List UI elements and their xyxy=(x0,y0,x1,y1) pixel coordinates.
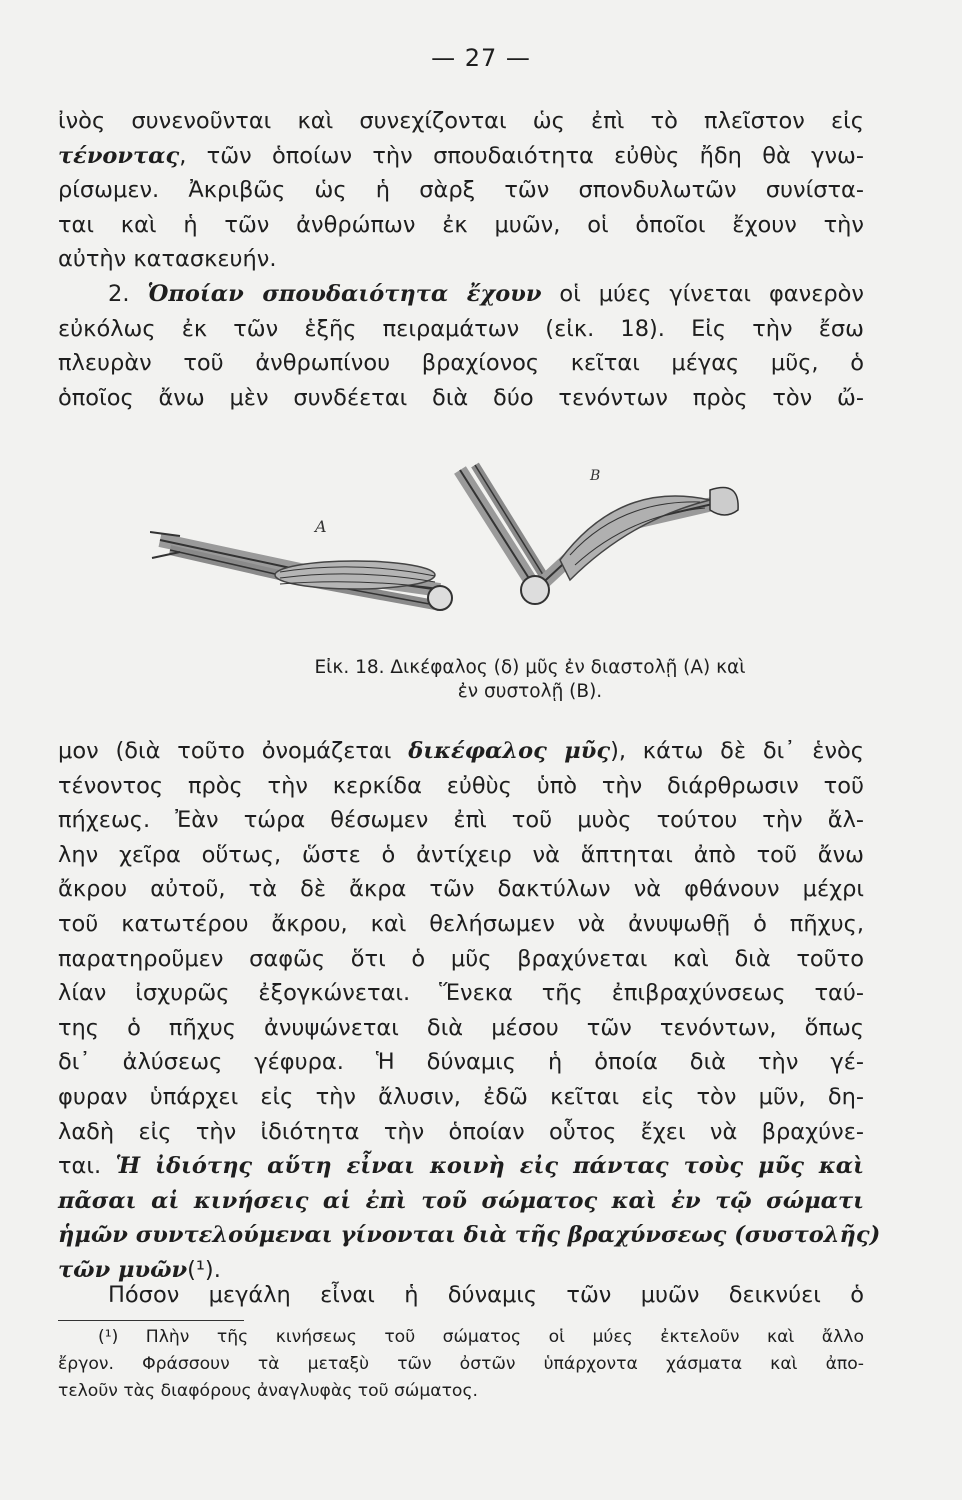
text-line: ὁποῖος ἄνω μὲν συνδέεται διὰ δύο τενόντων πρὸς τὸν ὤ- xyxy=(58,384,864,411)
text-line: δι᾽ ἀλύσεως γέφυρα. Ἡ δύναμις ἡ ὁποία διὰ τὴν γέ- xyxy=(58,1049,864,1076)
paragraph-2 xyxy=(58,734,881,1288)
figure-caption xyxy=(180,656,880,704)
emphasis-statement: τῶν μυῶν xyxy=(58,1256,188,1283)
caption-line-2: ἐν συστολῇ (Β). xyxy=(457,681,603,702)
text-line: λαδὴ εἰς τὴν ἰδιότητα τὴν ὁποίαν οὗτος ἔχει νὰ βραχύνε- xyxy=(58,1118,864,1145)
caption-line-1: Εἰκ. 18. Δικέφαλος (δ) μῦς ἐν διαστολῇ (Α) καὶ xyxy=(314,657,746,678)
emphasis-tenontas: τένοντας xyxy=(58,142,180,169)
text-line: πλευρὰν τοῦ ἀνθρωπίνου βραχίονος κεῖται μέγας μῦς, ὁ xyxy=(58,350,864,377)
text-line: μον (διὰ τοῦτο ὀνομάζεται δικέφαλος μῦς), κάτω δὲ δι᾽ ἑνὸς xyxy=(58,738,864,764)
figure-biceps-illustration xyxy=(150,460,750,640)
text-line: αὐτὴν κατασκευήν. xyxy=(58,246,277,273)
arm-extended-a xyxy=(150,532,452,610)
footnote-line: ἔργον. Φράσσουν τὰ μεταξὺ τῶν ὀστῶν ὑπάρχοντα χάσματα καὶ ἀπο- xyxy=(58,1354,864,1374)
text-line: ται καὶ ἡ τῶν ἀνθρώπων ἐκ μυῶν, οἱ ὁποῖοι ἔχουν τὴν xyxy=(58,211,864,238)
text-line: λην χεῖρα οὕτως, ὥστε ὁ ἀντίχειρ νὰ ἅπτηται ἀπὸ τοῦ ἄνω xyxy=(58,841,864,868)
text-line: λίαν ἰσχυρῶς ἐξογκώνεται. Ἕνεκα τῆς ἐπιβραχύνσεως ταύ- xyxy=(58,980,864,1007)
text-line xyxy=(58,1184,864,1219)
footnote-line: (¹) Πλὴν τῆς κινήσεως τοῦ σώματος οἱ μύες ἐκτελοῦν καὶ ἄλλο xyxy=(98,1327,864,1347)
paragraph-3 xyxy=(58,1278,864,1313)
arm-flexed-b xyxy=(460,465,738,604)
emphasis-statement: πᾶσαι αἱ κινήσεις αἱ ἐπὶ τοῦ σώματος καὶ ἐν τῷ σώματι xyxy=(58,1187,864,1214)
text-line: Πόσον μεγάλη εἶναι ἡ δύναμις τῶν μυῶν δεικνύει ὁ xyxy=(108,1282,864,1308)
text-line: φυραν ὑπάρχει εἰς τὴν ἄλυσιν, ἐδῶ κεῖται εἰς τὸν μῦν, δη- xyxy=(58,1083,864,1110)
text-line: ἰνὸς συνενοῦνται καὶ συνεχίζονται ὡς ἐπὶ τὸ πλεῖστον εἰς xyxy=(58,108,864,134)
page-number: — 27 — xyxy=(431,44,531,72)
biceps-relaxed xyxy=(275,561,435,589)
footnote-divider xyxy=(58,1320,244,1321)
text-line: τένοντος πρὸς τὴν κερκίδα εὐθὺς ὑπὸ τὴν διάρθρωσιν τοῦ xyxy=(58,772,864,799)
emphasis-dikefalos: δικέφαλος μῦς xyxy=(408,738,611,764)
figure-label-a: Α xyxy=(315,517,327,536)
footnote xyxy=(58,1324,864,1405)
emphasis-statement: Ἡ ἰδιότης αὕτη εἶναι κοινὴ εἰς πάντας τοὺς μῦς καὶ xyxy=(115,1153,864,1180)
text-line: ἄκρου αὐτοῦ, τὰ δὲ ἄκρα τῶν δακτύλων νὰ φθάνουν μέχρι xyxy=(58,876,864,903)
text-line: ρίσωμεν. Ἀκριβῶς ὡς ἡ σὰρξ τῶν σπονδυλωτῶν συνίστα- xyxy=(58,177,864,204)
section-number: 2. xyxy=(108,280,130,307)
footnote-ref: (¹). xyxy=(187,1256,221,1283)
text-line: της ὁ πῆχυς ἀνυψώνεται διὰ μέσου τῶν τενόντων, ὅπως xyxy=(58,1014,864,1041)
text-line: τοῦ κατωτέρου ἄκρου, καὶ θελήσωμεν νὰ ἀνυψωθῇ ὁ πῆχυς, xyxy=(58,910,864,937)
text-line: πήχεως. Ἐὰν τώρα θέσωμεν ἐπὶ τοῦ μυὸς τούτου τὴν ἄλ- xyxy=(58,807,864,834)
text-line xyxy=(58,1218,881,1253)
text-line: 2. Ὁποίαν σπουδαιότητα ἔχουν οἱ μύες γίνεται φανερὸν xyxy=(108,280,864,307)
biceps-arm-drawing xyxy=(150,460,750,640)
text-line: εὐκόλως ἐκ τῶν ἑξῆς πειραμάτων (εἰκ. 18). Εἰς τὴν ἔσω xyxy=(58,315,864,342)
emphasis-statement: ἡμῶν συντελούμεναι γίνονται διὰ τῆς βραχύνσεως (συστολῆς) xyxy=(58,1222,881,1249)
text-line: ται. Ἡ ἰδιότης αὕτη εἶναι κοινὴ εἰς πάντας τοὺς μῦς καὶ xyxy=(58,1153,864,1180)
text-line: τένοντας, τῶν ὁποίων τὴν σπουδαιότητα εὐθὺς ἤδη θὰ γνω- xyxy=(58,142,864,169)
footnote-line: τελοῦν τὰς διαφόρους ἀναγλυφὰς τοῦ σώματος. xyxy=(58,1381,479,1401)
figure-label-b: Β xyxy=(590,468,601,484)
text-line: παρατηροῦμεν σαφῶς ὅτι ὁ μῦς βραχύνεται καὶ διὰ τοῦτο xyxy=(58,945,864,972)
paragraph-1 xyxy=(58,104,864,415)
emphasis-heading: Ὁποίαν σπουδαιότητα ἔχουν xyxy=(147,280,542,307)
